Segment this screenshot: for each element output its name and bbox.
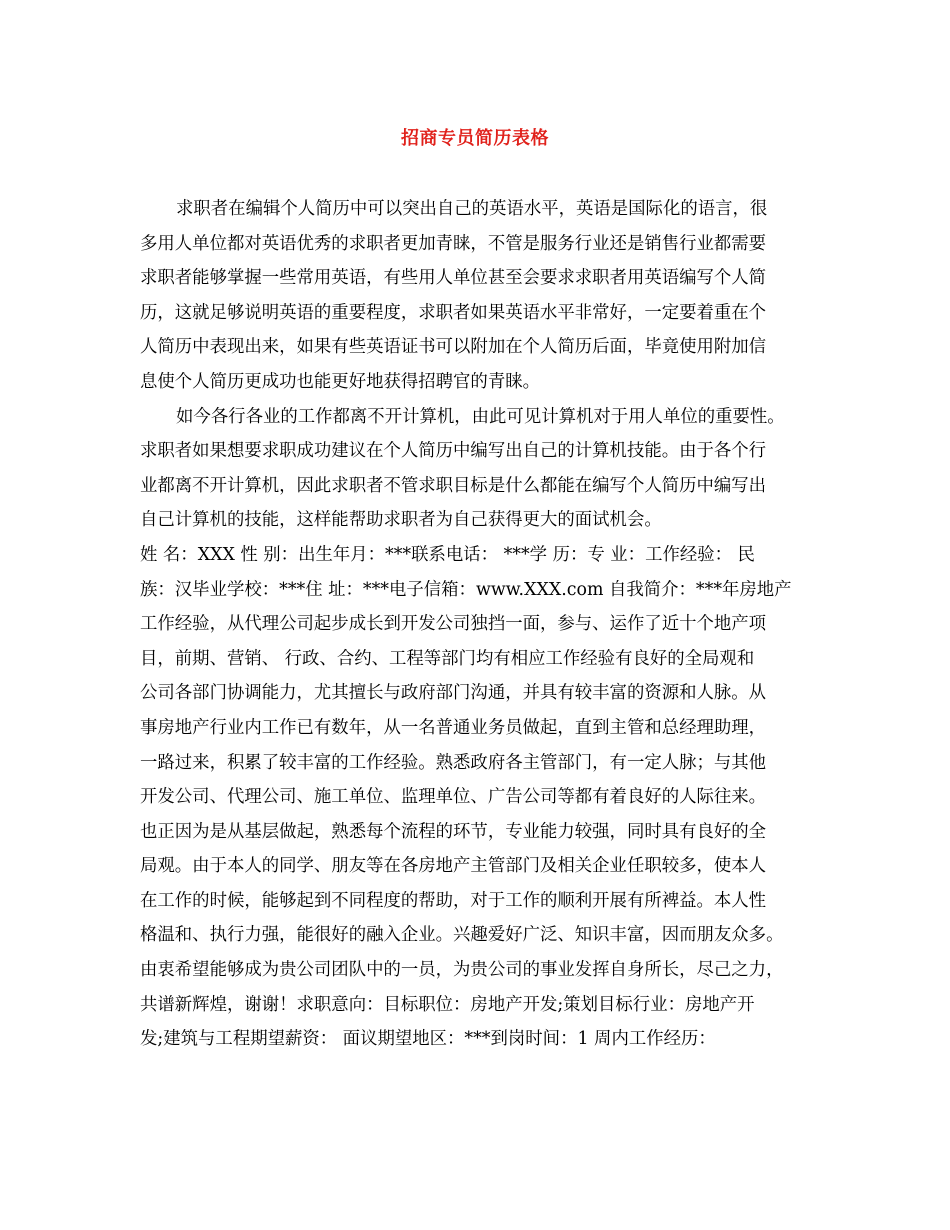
text-line: 共谱新辉煌，谢谢！求职意向：目标职位：房地产开发;策划目标行业：房地产开 (140, 994, 755, 1015)
text-line: 业都离不开计算机，因此求职者不管求职目标是什么都能在编写个人简历中编写出 (140, 475, 767, 496)
text-line: 历，这就足够说明英语的重要程度，求职者如果英语水平非常好，一定要着重在个 (140, 302, 767, 323)
text-line: 由衷希望能够成为贵公司团队中的一员，为贵公司的事业发挥自身所长，尽己之力， (140, 960, 784, 981)
text-line: 多用人单位都对英语优秀的求职者更加青睐，不管是服务行业还是销售行业都需要 (140, 233, 767, 254)
text-line: 目，前期、营销、 行政、合约、工程等部门均有相应工作经验有良好的全局观和 (140, 648, 755, 669)
document-body (140, 192, 820, 1057)
document-title: 招商专员简历表格 (401, 128, 549, 149)
text-line: 人简历中表现出来，如果有些英语证书可以附加在个人简历后面，毕竟使用附加信 (140, 337, 767, 358)
text-line: 发;建筑与工程期望薪资： 面议期望地区：***到岗时间：1 周内工作经历： (140, 1029, 716, 1050)
text-line: 如今各行各业的工作都离不开计算机，由此可见计算机对于用人单位的重要性。 (176, 406, 785, 427)
text-line: 求职者能够掌握一些常用英语，有些用人单位甚至会要求求职者用英语编写个人简 (140, 268, 767, 289)
text-line: 公司各部门协调能力，尤其擅长与政府部门沟通，并具有较丰富的资源和人脉。从 (140, 683, 767, 704)
text-line: 局观。由于本人的同学、朋友等在各房地产主管部门及相关企业任职较多，使本人 (140, 856, 767, 877)
text-line: 姓 名：XXX 性 别：出生年月：***联系电话： ***学 历：专 业：工作经验： 民 (140, 544, 755, 565)
text-line: 一路过来，积累了较丰富的工作经验。熟悉政府各主管部门，有一定人脉；与其他 (140, 752, 767, 773)
text-line: 求职者在编辑个人简历中可以突出自己的英语水平，英语是国际化的语言，很 (176, 199, 768, 219)
text-line: 在工作的时候，能够起到不同程度的帮助，对于工作的顺利开展有所裨益。本人性 (140, 890, 767, 911)
text-line: 求职者如果想要求职成功建议在个人简历中编写出自己的计算机技能。由于各个行 (140, 441, 767, 462)
text-line: 格温和、执行力强，能很好的融入企业。兴趣爱好广泛、知识丰富，因而朋友众多。 (140, 925, 784, 946)
text-line: 工作经验，从代理公司起步成长到开发公司独挡一面，参与、运作了近十个地产项 (140, 614, 767, 635)
text-line: 息使个人简历更成功也能更好地获得招聘官的青睐。 (140, 371, 540, 392)
text-line: 自己计算机的技能，这样能帮助求职者为自己获得更大的面试机会。 (140, 510, 662, 531)
text-line: 族：汉毕业学校：***住 址：***电子信箱：www.XXX.com 自我简介：***年房地产 (140, 579, 792, 600)
text-line: 事房地产行业内工作已有数年，从一名普通业务员做起，直到主管和总经理助理， (140, 717, 767, 738)
text-line: 也正因为是从基层做起，熟悉每个流程的环节，专业能力较强，同时具有良好的全 (140, 821, 767, 842)
text-line: 开发公司、代理公司、施工单位、监理单位、广告公司等都有着良好的人际往来。 (140, 787, 767, 808)
